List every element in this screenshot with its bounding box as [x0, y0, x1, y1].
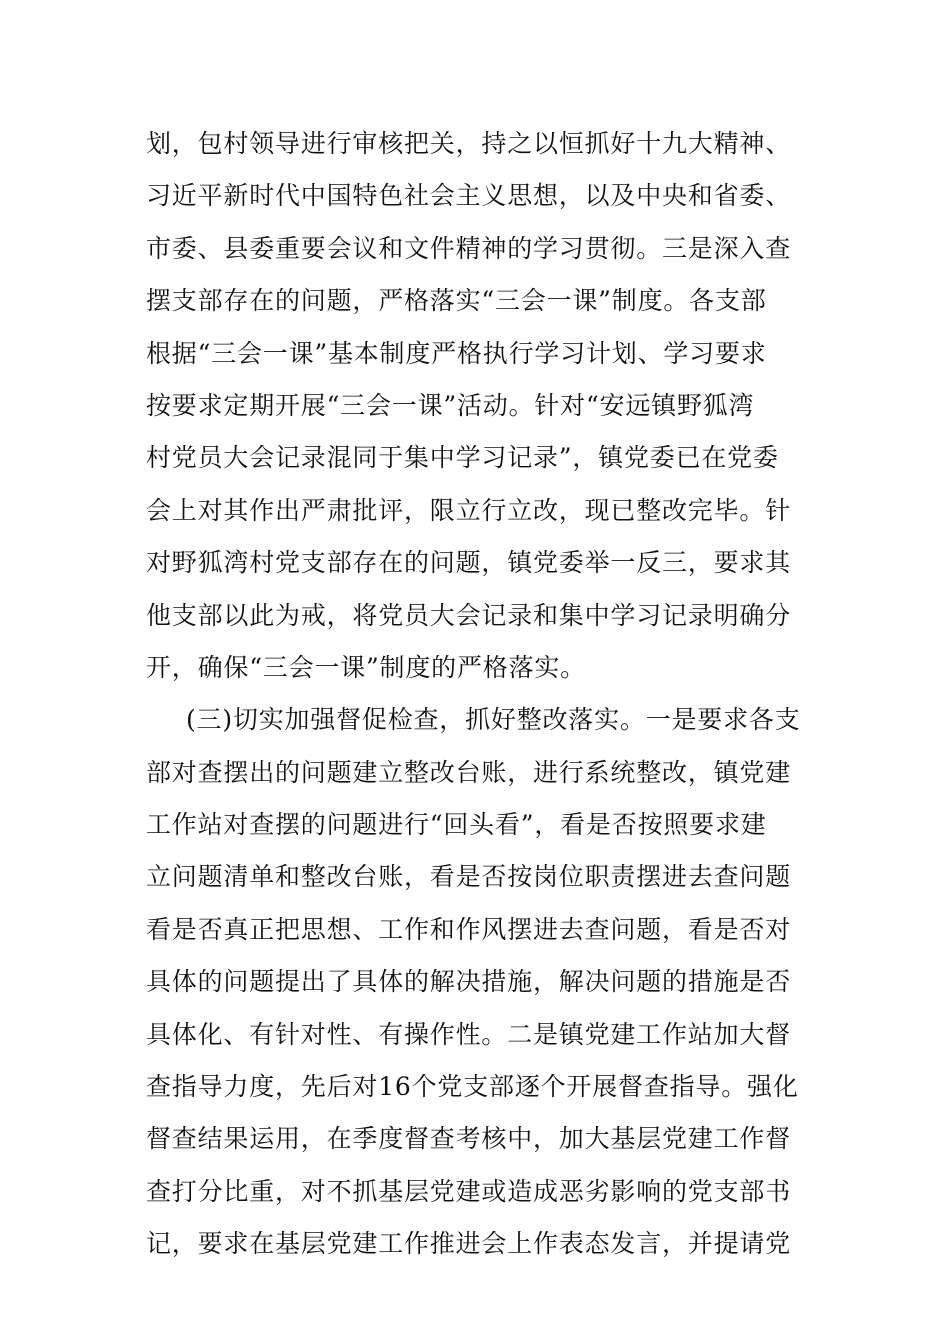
text-line: 立问题清单和整改台账，看是否按岗位职责摆进去查问题 [146, 862, 792, 892]
text-line: 查指导力度，先后对16个党支部逐个开展督查指导。强化 [146, 1072, 799, 1102]
text-line: 查打分比重，对不抓基层党建或造成恶劣影响的党支部书 [146, 1176, 792, 1206]
text-line: 划，包村领导进行审核把关，持之以恒抓好十九大精神、 [146, 129, 792, 158]
text-line: 具体的问题提出了具体的解决措施，解决问题的措施是否 [146, 967, 792, 997]
document-body [146, 118, 816, 1271]
text-line: 记，要求在基层党建工作推进会上作表态发言，并提请党 [146, 1229, 792, 1259]
text-line: 市委、县委重要会议和文件精神的学习贯彻。三是深入查 [146, 233, 792, 263]
text-line: 按要求定期开展“三会一课”活动。针对“安远镇野狐湾 [146, 390, 755, 420]
text-line: 对野狐湾村党支部存在的问题，镇党委举一反三，要求其 [146, 548, 792, 578]
text-line: 他支部以此为戒，将党员大会记录和集中学习记录明确分 [146, 600, 792, 630]
text-line: 部对查摆出的问题建立整改台账，进行系统整改，镇党建 [146, 757, 792, 787]
text-line: 根据“三会一课”基本制度严格执行学习计划、学习要求 [146, 338, 767, 368]
text-line: 会上对其作出严肃批评，限立行立改，现已整改完毕。针 [146, 495, 792, 525]
text-line: 摆支部存在的问题，严格落实“三会一课”制度。各支部 [146, 286, 767, 316]
text-line: 具体化、有针对性、有操作性。二是镇党建工作站加大督 [146, 1019, 792, 1049]
text-line: 村党员大会记录混同于集中学习记录”，镇党委已在党委 [146, 443, 779, 473]
text-line: 看是否真正把思想、工作和作风摆进去查问题，看是否对 [146, 914, 792, 944]
section-heading-line: (三)切实加强督促检查，抓好整改落实。一是要求各支 [186, 705, 801, 735]
text-line: 习近平新时代中国特色社会主义思想，以及中央和省委、 [146, 181, 792, 211]
text-line: 开，确保“三会一课”制度的严格落实。 [146, 652, 586, 682]
text-line: 工作站对查摆的问题进行“回头看”，看是否按照要求建 [146, 810, 767, 840]
text-line: 督查结果运用，在季度督查考核中，加大基层党建工作督 [146, 1124, 792, 1154]
